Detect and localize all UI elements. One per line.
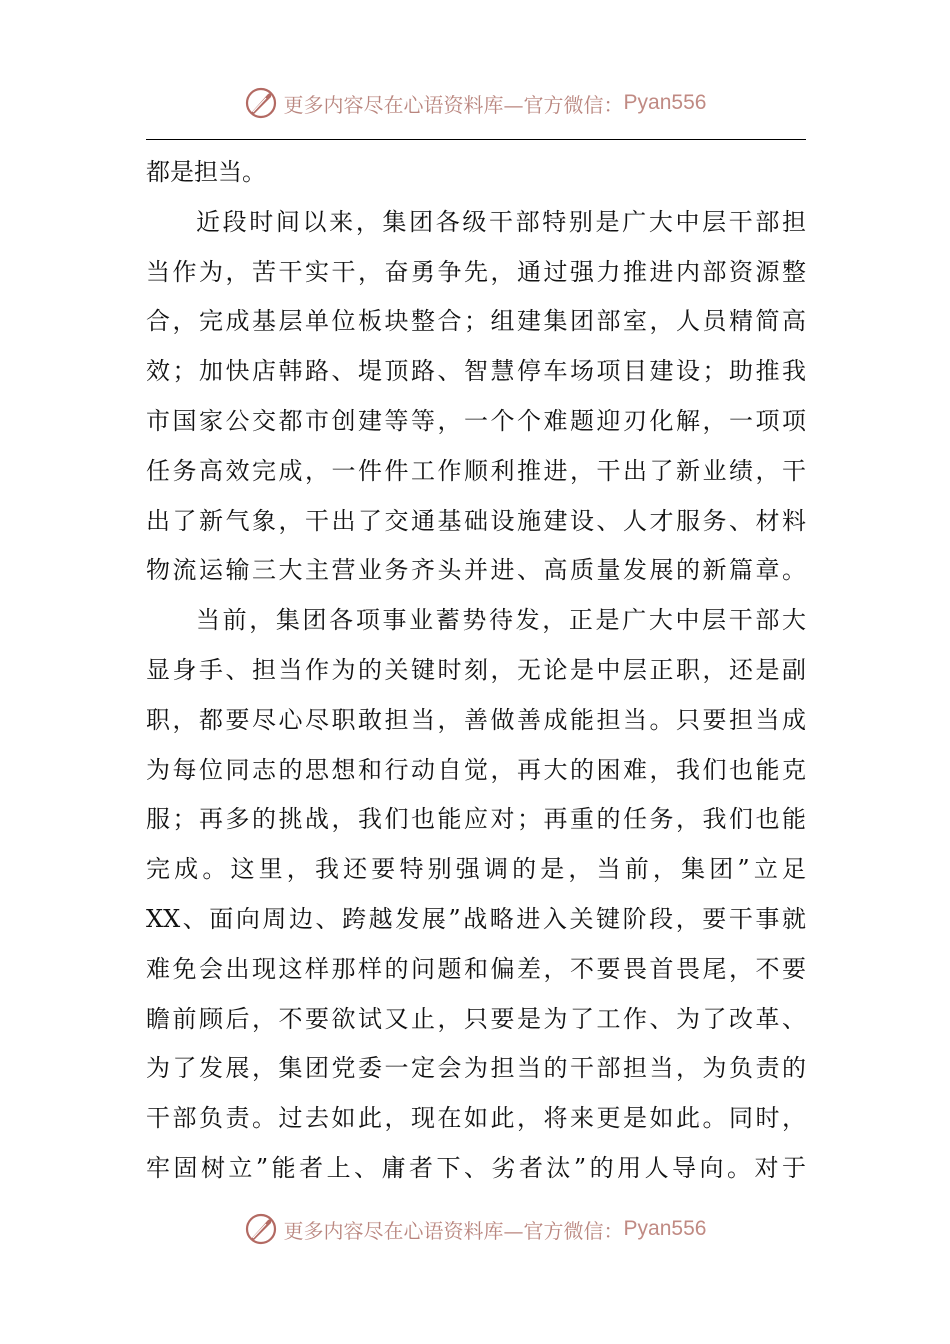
text-line: 市国家公交都市创建等等，一个个难题迎刃化解，一项项 <box>146 406 806 435</box>
quill-pen-logo-icon <box>244 86 278 120</box>
text-line: XX、面向周边、跨越发展”战略进入关键阶段，要干事就 <box>146 904 806 933</box>
text-line: 为每位同志的思想和行动自觉，再大的困难，我们也能克 <box>146 755 806 784</box>
wechat-id: Pyan556 <box>623 91 707 114</box>
text-line: 任务高效完成，一件件工作顺利推进，干出了新业绩，干 <box>146 456 806 485</box>
text-line: 合，完成基层单位板块整合；组建集团部室，人员精简高 <box>146 307 806 336</box>
watermark-text: 更多内容尽在心语资料库—官方微信： <box>283 92 624 117</box>
text-line: 都是担当。 <box>146 158 266 186</box>
text-line: 显身手、担当作为的关键时刻，无论是中层正职，还是副 <box>146 655 806 684</box>
text-line: 效；加快店韩路、堤顶路、智慧停车场项目建设；助推我 <box>146 357 806 386</box>
text-line: 服；再多的挑战，我们也能应对；再重的任务，我们也能 <box>146 805 806 834</box>
text-line: 职，都要尽心尽职敢担当，善做善成能担当。只要担当成 <box>146 705 806 734</box>
wechat-id: Pyan556 <box>623 1217 707 1240</box>
text-line: 为了发展，集团党委一定会为担当的干部担当，为负责的 <box>146 1054 806 1083</box>
paragraph <box>146 596 806 1194</box>
body-text <box>146 148 806 1194</box>
text-line: 牢固树立”能者上、庸者下、劣者汰”的用人导向。对于 <box>146 1153 806 1182</box>
text-line: 近段时间以来，集团各级干部特别是广大中层干部担 <box>196 207 806 236</box>
text-line: 干部负责。过去如此，现在如此，将来更是如此。同时， <box>146 1104 806 1133</box>
text-line: 当前，集团各项事业蓄势待发，正是广大中层干部大 <box>196 606 806 635</box>
text-line: 出了新气象，干出了交通基础设施建设、人才服务、材料 <box>146 506 806 535</box>
text-line: 当作为，苦干实干，奋勇争先，通过强力推进内部资源整 <box>146 257 806 286</box>
quill-pen-logo-icon <box>244 1212 278 1246</box>
header-watermark <box>0 83 950 123</box>
text-line: 瞻前顾后，不要欲试又止，只要是为了工作、为了改革、 <box>146 1004 806 1033</box>
footer-watermark <box>0 1209 950 1249</box>
header-divider <box>146 139 806 140</box>
text-line: 难免会出现这样那样的问题和偏差，不要畏首畏尾，不要 <box>146 954 806 983</box>
paragraph <box>146 198 806 596</box>
text-line: 完成。这里，我还要特别强调的是，当前，集团”立足 <box>146 855 806 884</box>
paragraph <box>146 148 806 198</box>
text-line: 物流运输三大主营业务齐头并进、高质量发展的新篇章。 <box>146 556 806 585</box>
watermark-text: 更多内容尽在心语资料库—官方微信： <box>283 1218 624 1243</box>
